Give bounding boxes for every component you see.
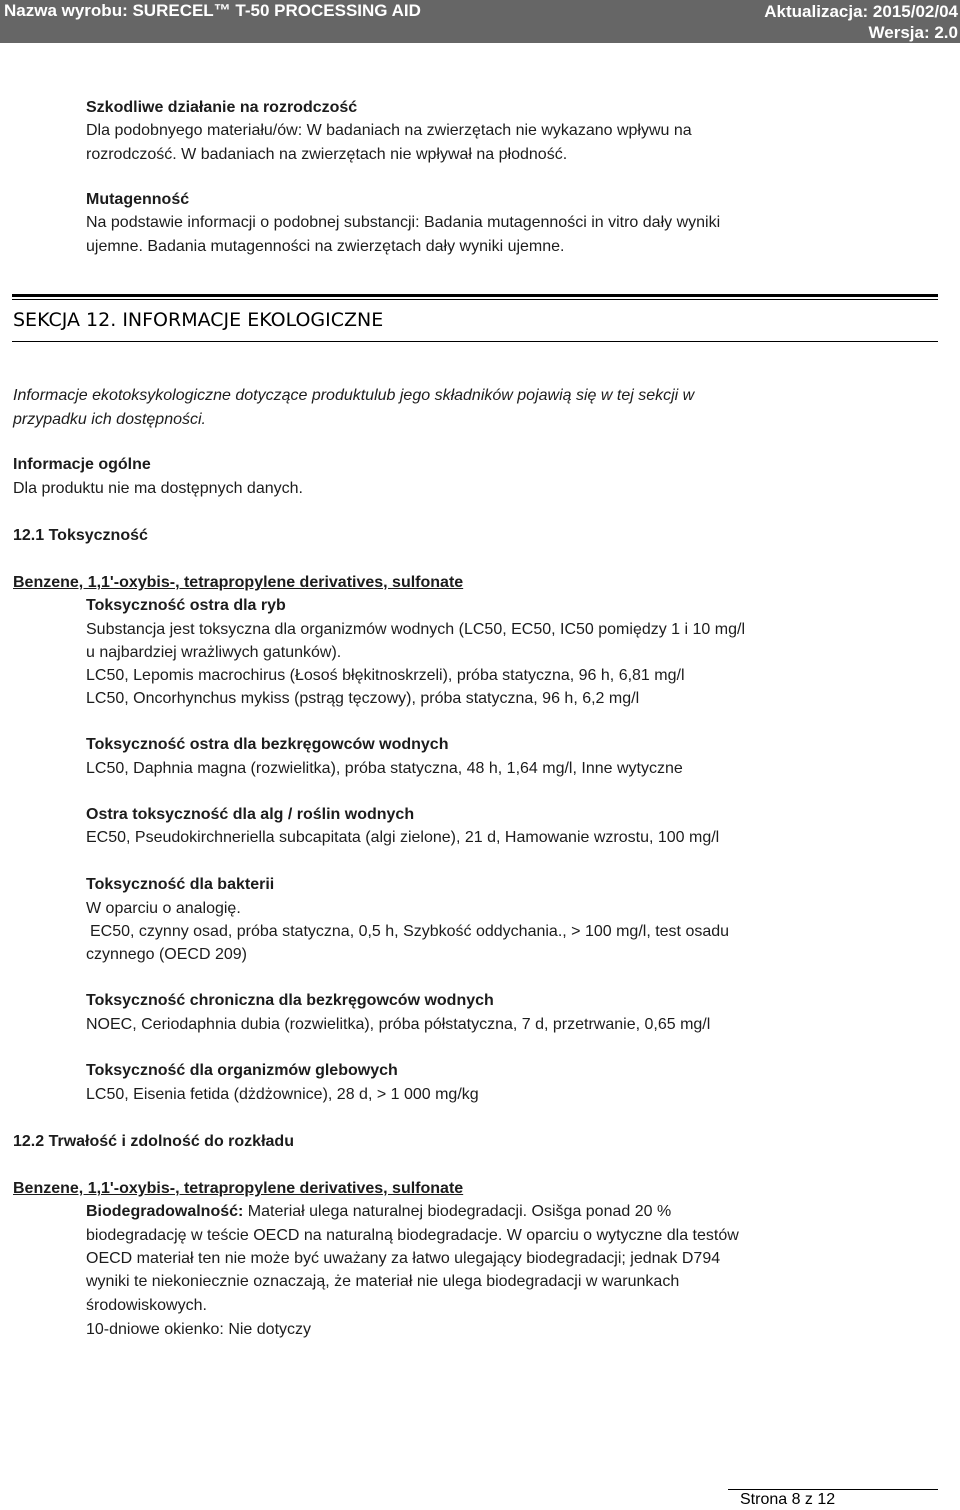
fish-line-2: u najbardziej wrażliwych gatunków). (86, 644, 342, 661)
header-meta (764, 1, 958, 43)
section-rule-top (12, 294, 938, 297)
fish-line-1: Substancja jest toksyczna dla organizmów wodnych (LC50, EC50, IC50 pomiędzy 1 i 10 mg/l (86, 621, 745, 638)
chronic-line: NOEC, Ceriodaphnia dubia (rozwielitka), próba półstatyczna, 7 d, przetrwanie, 0,65 mg/l (86, 1016, 711, 1033)
mutagenicity-line-2: ujemne. Badania mutagenności na zwierzętach dały wyniki ujemne. (86, 238, 565, 255)
version: Wersja: 2.0 (868, 23, 958, 42)
chronic-heading: Toksyczność chroniczna dla bezkręgowców wodnych (86, 992, 494, 1009)
invertebrates-heading: Toksyczność ostra dla bezkręgowców wodnych (86, 736, 449, 753)
reproductive-line-2: rozrodczość. W badaniach na zwierzętach nie wpływał na płodność. (86, 146, 568, 163)
bacteria-heading: Toksyczność dla bakterii (86, 876, 275, 893)
section-title: SEKCJA 12. INFORMACJE EKOLOGICZNE (13, 309, 384, 331)
fish-heading: Toksyczność ostra dla ryb (86, 597, 286, 614)
biodeg-line-4: wyniki te niekoniecznie oznaczają, że materiał nie ulega biodegradacji w warunkach (86, 1273, 680, 1290)
biodeg-line-3: OECD materiał ten nie może być uważany za łatwo ulegający biodegradacji; jednak D794 (86, 1250, 721, 1267)
bacteria-line-1: W oparciu o analogię. (86, 900, 241, 917)
mutagenicity-line-1: Na podstawie informacji o podobnej substancji: Badania mutagenności in vitro dały wyniki (86, 214, 721, 231)
soil-line: LC50, Eisenia fetida (dżdżownice), 28 d, > 1 000 mg/kg (86, 1086, 479, 1103)
footer-rule (728, 1489, 938, 1490)
update-date: Aktualizacja: 2015/02/04 (764, 2, 958, 21)
bacteria-line-3: czynnego (OECD 209) (86, 946, 247, 963)
intro-line-1: Informacje ekotoksykologiczne dotyczące produktulub jego składników pojawią się w tej sekcji w (13, 387, 695, 404)
biodeg-line-1 (86, 1200, 671, 1223)
section-rule-bottom (12, 341, 938, 342)
biodeg-line-6: 10-dniowe okienko: Nie dotyczy (86, 1321, 312, 1338)
page-header (0, 0, 960, 43)
fish-line-4: LC50, Oncorhynchus mykiss (pstrąg tęczowy), próba statyczna, 96 h, 6,2 mg/l (86, 690, 640, 707)
toxicity-heading: 12.1 Toksyczność (13, 527, 148, 544)
product-name: Nazwa wyrobu: SURECEL™ T-50 PROCESSING AID (4, 1, 421, 20)
invertebrates-line: LC50, Daphnia magna (rozwielitka), próba statyczna, 48 h, 1,64 mg/l, Inne wytyczne (86, 760, 683, 777)
algae-line: EC50, Pseudokirchneriella subcapitata (algi zielone), 21 d, Hamowanie wzrostu, 100 mg/l (86, 829, 720, 846)
reproductive-line-1: Dla podobnyego materiału/ów: W badaniach na zwierzętach nie wykazano wpływu na (86, 122, 692, 139)
substance-name: Benzene, 1,1'-oxybis-, tetrapropylene derivatives, sulfonate (13, 574, 464, 591)
soil-heading: Toksyczność dla organizmów glebowych (86, 1062, 398, 1079)
biodeg-line-5: środowiskowych. (86, 1297, 207, 1314)
persistence-heading: 12.2 Trwałość i zdolność do rozkładu (13, 1133, 294, 1150)
bacteria-line-2: EC50, czynny osad, próba statyczna, 0,5 h, Szybkość oddychania., > 100 mg/l, test osadu (90, 923, 730, 940)
intro-line-2: przypadku ich dostępności. (13, 411, 206, 428)
biodeg-label: Biodegradowalność: (86, 1203, 244, 1220)
biodeg-line-2: biodegradację w teście OECD na naturalną biodegradacje. W oparciu o wytyczne dla testów (86, 1227, 739, 1244)
substance-name-2: Benzene, 1,1'-oxybis-, tetrapropylene derivatives, sulfonate (13, 1180, 464, 1197)
biodeg-first-line: Materiał ulega naturalnej biodegradacji. Osišga ponad 20 % (243, 1203, 672, 1220)
mutagenicity-heading: Mutagenność (86, 191, 190, 208)
general-heading: Informacje ogólne (13, 456, 151, 473)
algae-heading: Ostra toksyczność dla alg / roślin wodnych (86, 806, 415, 823)
reproductive-heading: Szkodliwe działanie na rozrodczość (86, 99, 358, 116)
section-rule-top-thin (12, 299, 938, 300)
fish-line-3: LC50, Lepomis macrochirus (Łosoś błękitnoskrzeli), próba statyczna, 96 h, 6,81 mg/l (86, 667, 685, 684)
general-text: Dla produktu nie ma dostępnych danych. (13, 480, 303, 497)
page-number: Strona 8 z 12 (740, 1491, 836, 1508)
